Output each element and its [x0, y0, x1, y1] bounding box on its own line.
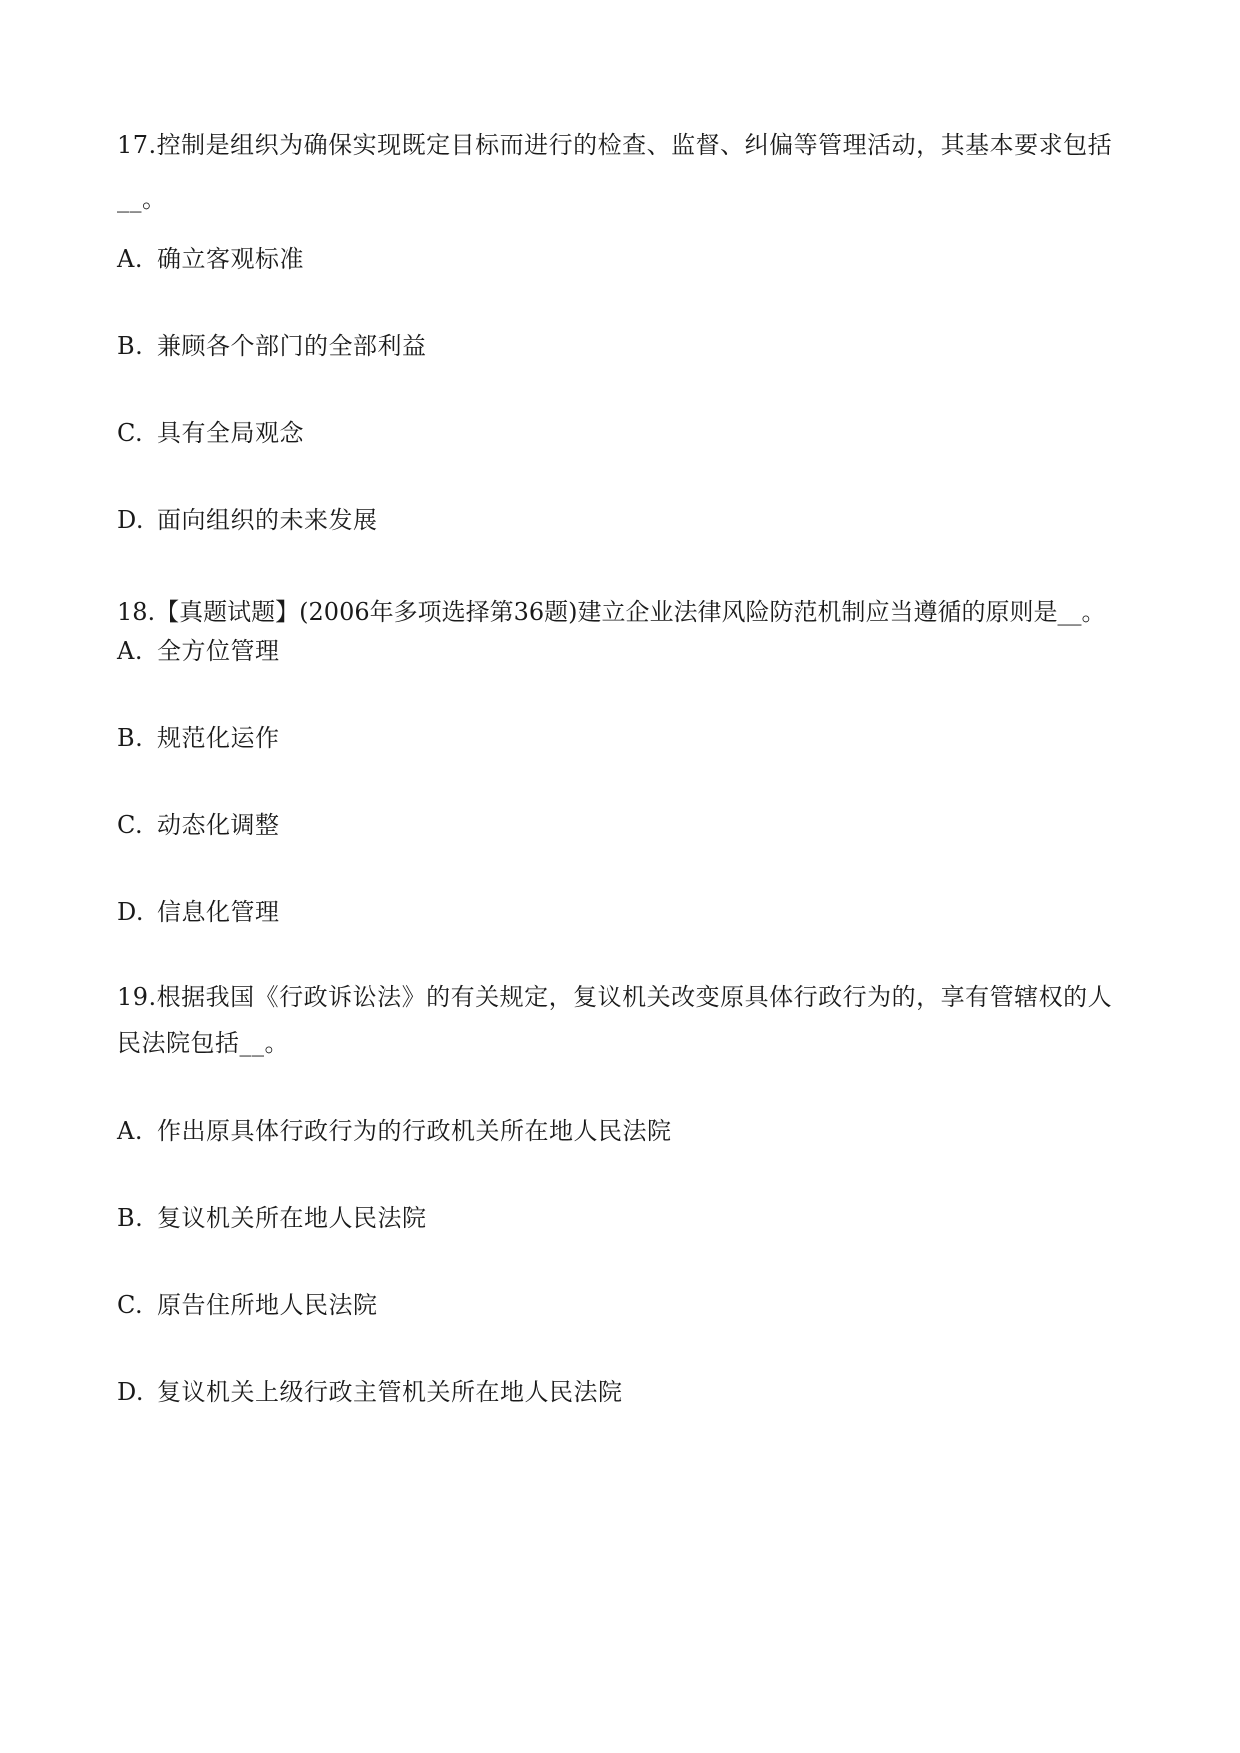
option-letter: B. [117, 724, 144, 752]
question-17-option-a [117, 243, 1127, 275]
option-letter: A. [117, 1117, 143, 1145]
option-text: 复议机关所在地人民法院 [157, 1204, 427, 1232]
option-text: 复议机关上级行政主管机关所在地人民法院 [157, 1378, 623, 1406]
option-letter: D. [117, 506, 145, 534]
option-letter: C. [117, 419, 144, 447]
question-19-option-c [117, 1289, 1127, 1321]
option-text: 具有全局观念 [157, 419, 304, 447]
option-text: 兼顾各个部门的全部利益 [157, 332, 427, 360]
question-19-option-d [117, 1376, 1127, 1408]
option-letter: D. [117, 1378, 145, 1406]
option-text: 确立客观标准 [157, 245, 304, 273]
option-letter: A. [117, 245, 143, 273]
option-letter: D. [117, 898, 145, 926]
option-text: 面向组织的未来发展 [157, 506, 378, 534]
question-18-option-b [117, 722, 1127, 754]
option-text: 信息化管理 [157, 898, 280, 926]
question-17-option-d [117, 504, 1127, 536]
question-19-option-a [117, 1115, 1127, 1147]
option-letter: B. [117, 332, 144, 360]
question-17-option-b [117, 330, 1127, 362]
question-18-option-a [117, 635, 1127, 667]
option-text: 动态化调整 [157, 811, 280, 839]
option-letter: B. [117, 1204, 144, 1232]
question-18-option-c [117, 809, 1127, 841]
question-17-stem: 17.控制是组织为确保实现既定目标而进行的检查、监督、纠偏等管理活动，其基本要求包括__。 [117, 131, 1113, 213]
option-letter: A. [117, 637, 143, 665]
option-letter: C. [117, 1291, 144, 1319]
question-19-stem: 19.根据我国《行政诉讼法》的有关规定，复议机关改变原具体行政行为的，享有管辖权的人民法院包括__。 [117, 983, 1113, 1057]
option-text: 作出原具体行政行为的行政机关所在地人民法院 [157, 1117, 672, 1145]
option-text: 规范化运作 [157, 724, 280, 752]
question-17-option-c [117, 417, 1127, 449]
option-text: 全方位管理 [157, 637, 280, 665]
question-19-option-b [117, 1202, 1127, 1234]
option-letter: C. [117, 811, 144, 839]
option-text: 原告住所地人民法院 [157, 1291, 378, 1319]
question-18-stem: 18.【真题试题】(2006年多项选择第36题)建立企业法律风险防范机制应当遵循的原则是__。 [117, 598, 1106, 626]
question-18-option-d [117, 896, 1127, 928]
